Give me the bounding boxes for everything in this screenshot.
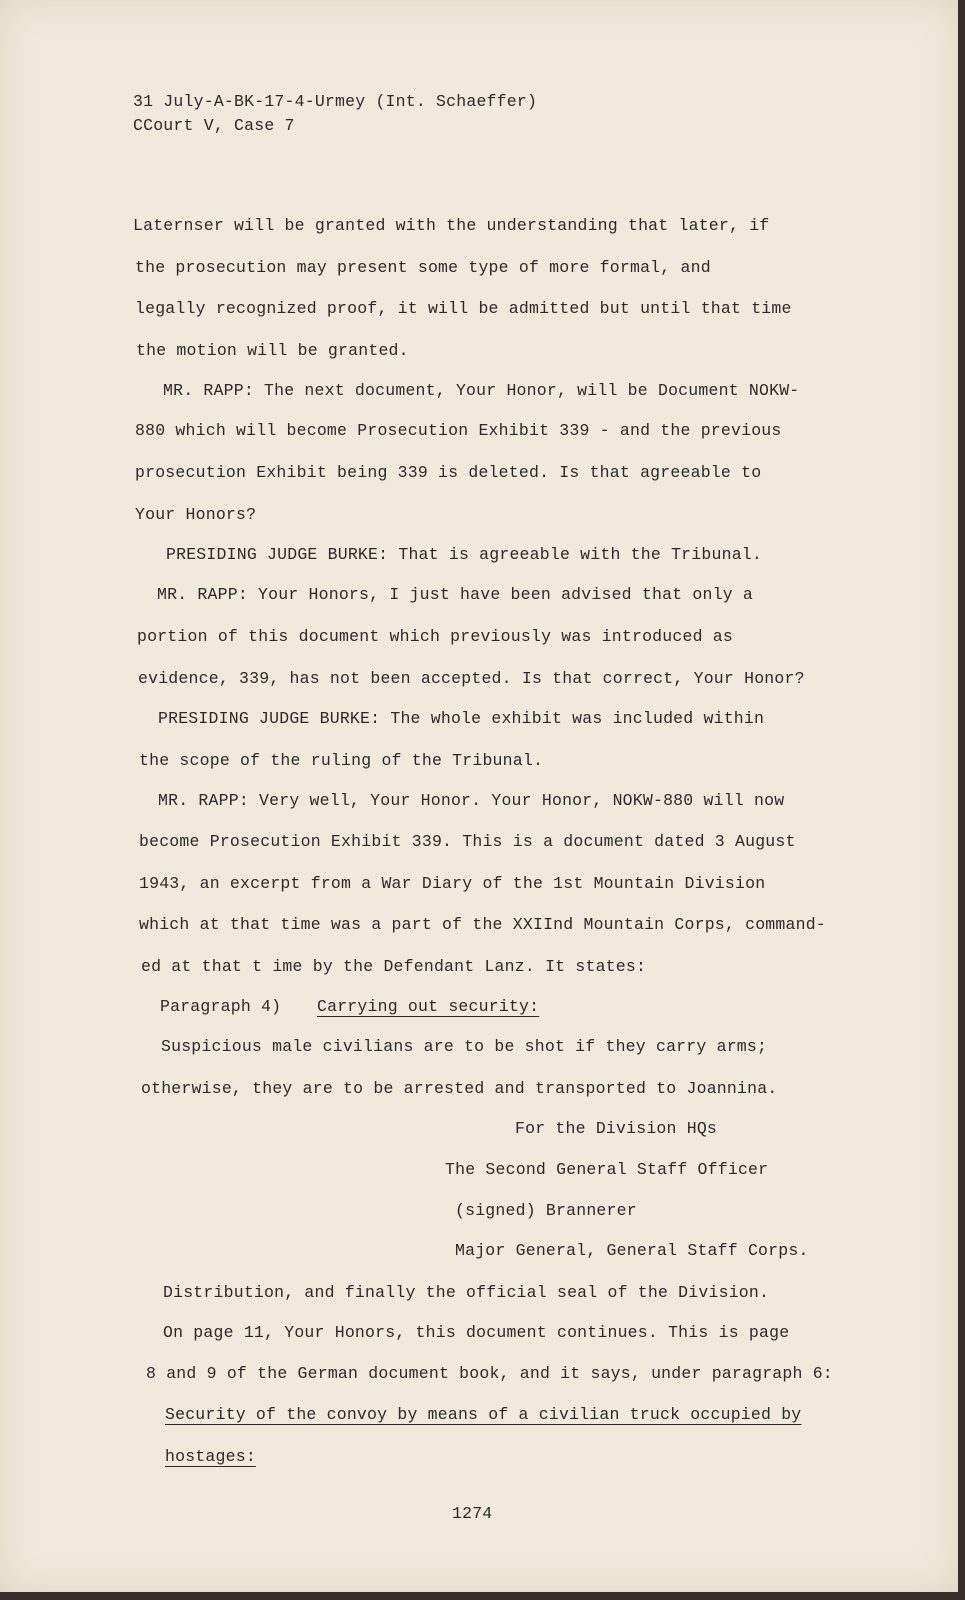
body-line: the scope of the ruling of the Tribunal. [139,751,544,770]
header-court-case: CCourt V, Case 7 [133,116,295,135]
signature-line: For the Division HQs [515,1119,718,1138]
body-line: Laternser will be granted with the understanding that later, if [133,216,770,235]
scan-edge-bottom [0,1592,965,1600]
body-line: ed at that t ime by the Defendant Lanz. It states: [141,957,647,976]
quote-line: Suspicious male civilians are to be shot if they carry arms; [161,1037,768,1056]
body-line: prosecution Exhibit being 339 is deleted. Is that agreeable to [135,463,762,482]
page-number: 1274 [452,1504,493,1523]
signature-line: Major General, General Staff Corps. [455,1241,809,1260]
body-line: Distribution, and finally the official seal of the Division. [163,1283,770,1302]
body-line: portion of this document which previously was introduced as [137,627,733,646]
underlined-heading: hostages: [165,1447,256,1466]
signature-line: (signed) Brannerer [455,1201,637,1220]
body-line: On page 11, Your Honors, this document continues. This is page [163,1323,790,1342]
quote-line: otherwise, they are to be arrested and transported to Joannina. [141,1079,778,1098]
signature-line: The Second General Staff Officer [445,1160,769,1179]
header-reference: 31 July-A-BK-17-4-Urmey (Int. Schaeffer) [133,92,538,111]
underlined-heading: Security of the convoy by means of a civilian truck occupied by [165,1405,802,1424]
body-line: 8 and 9 of the German document book, and it says, under paragraph 6: [146,1364,833,1383]
body-line: which at that time was a part of the XXIInd Mountain Corps, command- [139,915,826,934]
body-line: MR. RAPP: The next document, Your Honor, will be Document NOKW- [163,381,800,400]
body-line: legally recognized proof, it will be admitted but until that time [135,299,792,318]
body-line: MR. RAPP: Very well, Your Honor. Your Honor, NOKW-880 will now [158,791,785,810]
body-line: 1943, an excerpt from a War Diary of the 1st Mountain Division [139,874,766,893]
body-line: become Prosecution Exhibit 339. This is a document dated 3 August [139,832,796,851]
body-line: PRESIDING JUDGE BURKE: The whole exhibit was included within [158,709,765,728]
paragraph-label: Paragraph 4) [160,997,282,1016]
scan-edge-right [958,0,965,1600]
body-line: PRESIDING JUDGE BURKE: That is agreeable with the Tribunal. [166,545,762,564]
paragraph-title: Carrying out security: [317,997,540,1016]
body-line: 880 which will become Prosecution Exhibit 339 - and the previous [135,421,782,440]
body-line: evidence, 339, has not been accepted. Is that correct, Your Honor? [138,669,805,688]
body-line: MR. RAPP: Your Honors, I just have been advised that only a [157,585,753,604]
body-line: the motion will be granted. [136,341,409,360]
body-line: Your Honors? [135,505,257,524]
body-line: the prosecution may present some type of more formal, and [135,258,711,277]
